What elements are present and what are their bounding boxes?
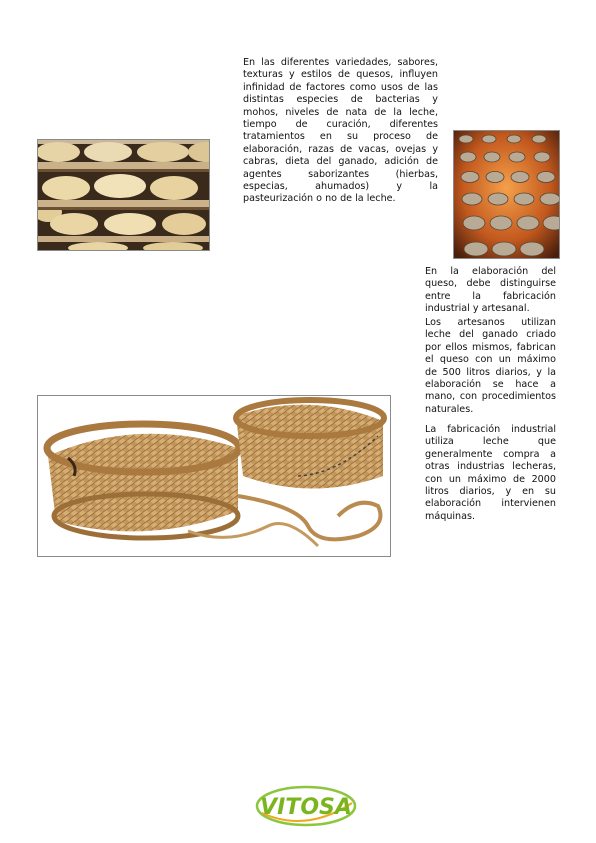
- esparto-molds-photo: [37, 395, 391, 557]
- distinction-paragraph: En la elaboración del queso, debe distinguirse entre la fabricación industrial y artesanal.: [425, 266, 556, 315]
- vitosa-logo: [254, 783, 358, 829]
- cheese-shelves-photo: [37, 139, 210, 251]
- logo-text: VITOSA: [260, 795, 352, 820]
- intro-paragraph: En las diferentes variedades, sabores, texturas y estilos de quesos, influyen infinidad de factores como usos de las distintas especies de bacterias y mohos, niveles de nata de la leche, tiempo de curación, diferentes tratamientos en su proceso de elaboración, razas de vacas, ovejas y cabras, dieta del ganado, adición de agentes saborizantes (hierbas, especias, ahumados) y la pasteurización o no de la leche.: [243, 57, 438, 205]
- industrial-paragraph: La fabricación industrial utiliza leche que generalmente compra a otras industrias lecheras, con un máximo de 2000 litros diarios, y en su elaboración intervienen máquinas.: [425, 424, 556, 522]
- cheese-rows-photo: [453, 130, 560, 259]
- artisan-paragraph: Los artesanos utilizan leche del ganado criado por ellos mismos, fabrican el queso con un máximo de 500 litros diarios, y la elaboración se hace a mano, con procedimientos naturales.: [425, 317, 556, 415]
